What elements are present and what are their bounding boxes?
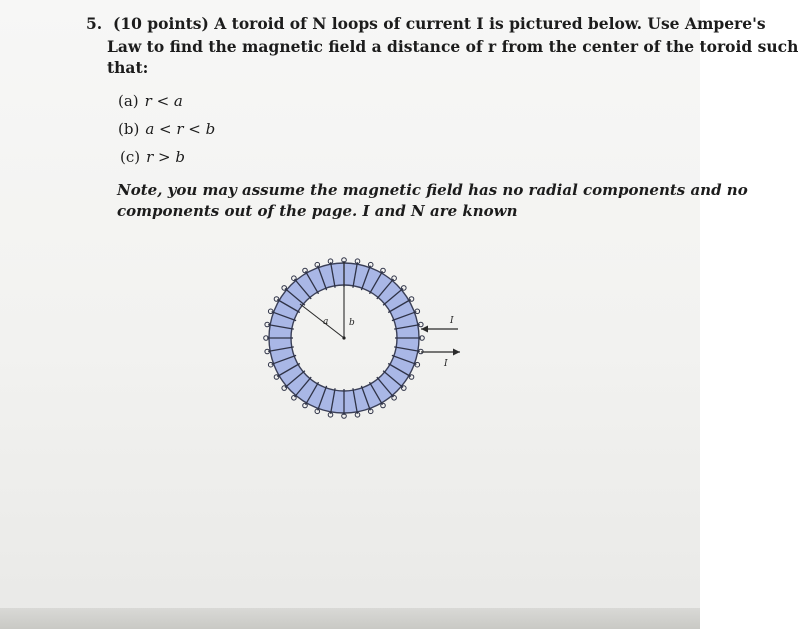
sub-question-label: (b) <box>118 120 140 138</box>
winding-bump <box>282 386 287 391</box>
sub-question-label: (c) <box>120 148 141 166</box>
winding-bump <box>392 396 397 401</box>
winding-bump <box>402 286 407 291</box>
winding-bump <box>274 375 279 380</box>
current-in-label: I <box>450 316 454 326</box>
sub-question-condition: r < a <box>144 92 183 110</box>
question-number: 5. <box>86 14 103 33</box>
label-b: b <box>349 318 355 328</box>
center-point <box>342 336 345 339</box>
question-text-line-1: (10 points) A toroid of N loops of current I is pictured below. Use Ampere's <box>113 14 766 33</box>
question-text-line-3: that: <box>107 58 149 77</box>
winding-bump <box>409 375 414 380</box>
winding-bump <box>392 276 397 281</box>
sub-question-label: (a) <box>118 92 139 110</box>
winding-bump <box>409 297 414 302</box>
winding-bump <box>292 396 297 401</box>
winding-bump <box>381 403 386 408</box>
current-out-arrow-icon <box>453 349 460 356</box>
winding-bump <box>303 268 308 273</box>
note-line-1: Note, you may assume the magnetic field has no radial components and no <box>117 181 748 199</box>
sub-question-condition: r > b <box>146 148 185 166</box>
question-text-line-2: Law to find the magnetic field a distance of r from the center of the toroid such <box>107 37 798 56</box>
winding-bump <box>282 286 287 291</box>
sub-question-condition: a < r < b <box>145 120 216 138</box>
winding-bump <box>402 386 407 391</box>
winding-bump <box>303 403 308 408</box>
winding-bump <box>274 297 279 302</box>
winding-bump <box>292 276 297 281</box>
winding-bump <box>381 268 386 273</box>
current-out-label: I <box>444 359 448 369</box>
label-a: a <box>323 317 329 327</box>
radius-a-line <box>300 304 344 338</box>
note-line-2: components out of the page. I and N are known <box>117 202 518 220</box>
